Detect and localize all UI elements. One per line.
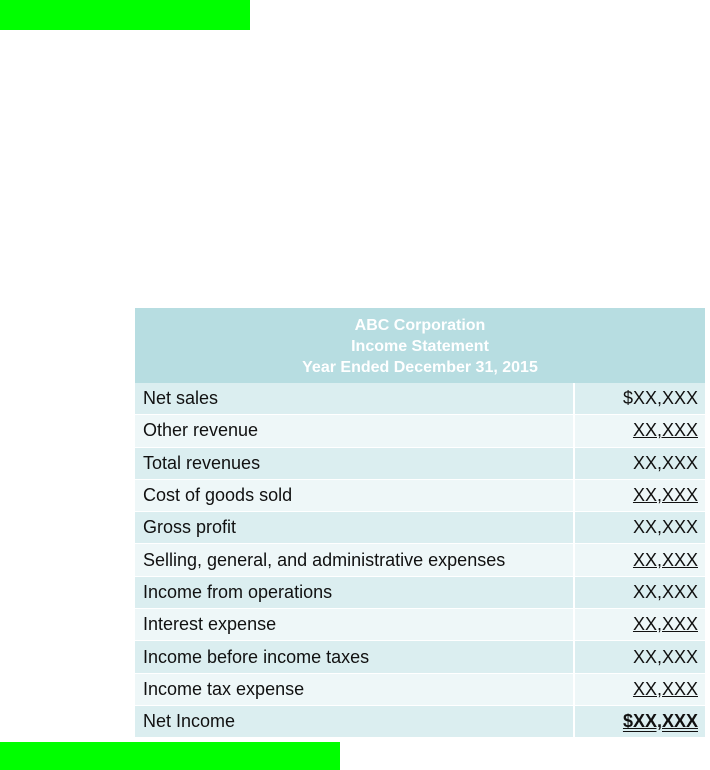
table-row xyxy=(135,674,705,706)
row-label: Selling, general, and administrative expenses xyxy=(135,544,575,575)
green-highlight-bar-bottom xyxy=(0,742,340,770)
table-row xyxy=(135,641,705,673)
table-row xyxy=(135,512,705,544)
table-row xyxy=(135,448,705,480)
row-amount: XX,XXX xyxy=(632,420,698,441)
row-label: Other revenue xyxy=(135,415,575,446)
row-amount: XX,XXX xyxy=(632,581,698,602)
table-row xyxy=(135,383,705,415)
row-amount: XX,XXX xyxy=(632,549,698,570)
row-label: Gross profit xyxy=(135,512,575,543)
table-row xyxy=(135,577,705,609)
row-label: Total revenues xyxy=(135,448,575,479)
table-row xyxy=(135,609,705,641)
statement-title: Income Statement xyxy=(351,338,489,355)
row-label: Net sales xyxy=(135,383,575,414)
green-highlight-bar-top xyxy=(0,0,250,30)
company-name: ABC Corporation xyxy=(354,317,486,334)
row-amount: XX,XXX xyxy=(632,452,698,473)
row-amount: XX,XXX xyxy=(632,517,698,538)
row-label: Net Income xyxy=(135,706,575,737)
row-amount: $XX,XXX xyxy=(622,388,698,409)
row-label: Cost of goods sold xyxy=(135,480,575,511)
row-label: Interest expense xyxy=(135,609,575,640)
row-label: Income before income taxes xyxy=(135,641,575,672)
row-amount: $XX,XXX xyxy=(622,711,698,732)
statement-header xyxy=(135,308,705,383)
statement-period: Year Ended December 31, 2015 xyxy=(302,359,538,376)
row-label: Income from operations xyxy=(135,577,575,608)
table-row xyxy=(135,415,705,447)
income-statement-table xyxy=(135,308,705,738)
table-row xyxy=(135,544,705,576)
row-amount: XX,XXX xyxy=(632,485,698,506)
row-amount: XX,XXX xyxy=(632,678,698,699)
table-row xyxy=(135,480,705,512)
row-label: Income tax expense xyxy=(135,674,575,705)
table-row xyxy=(135,706,705,738)
row-amount: XX,XXX xyxy=(632,646,698,667)
row-amount: XX,XXX xyxy=(632,614,698,635)
